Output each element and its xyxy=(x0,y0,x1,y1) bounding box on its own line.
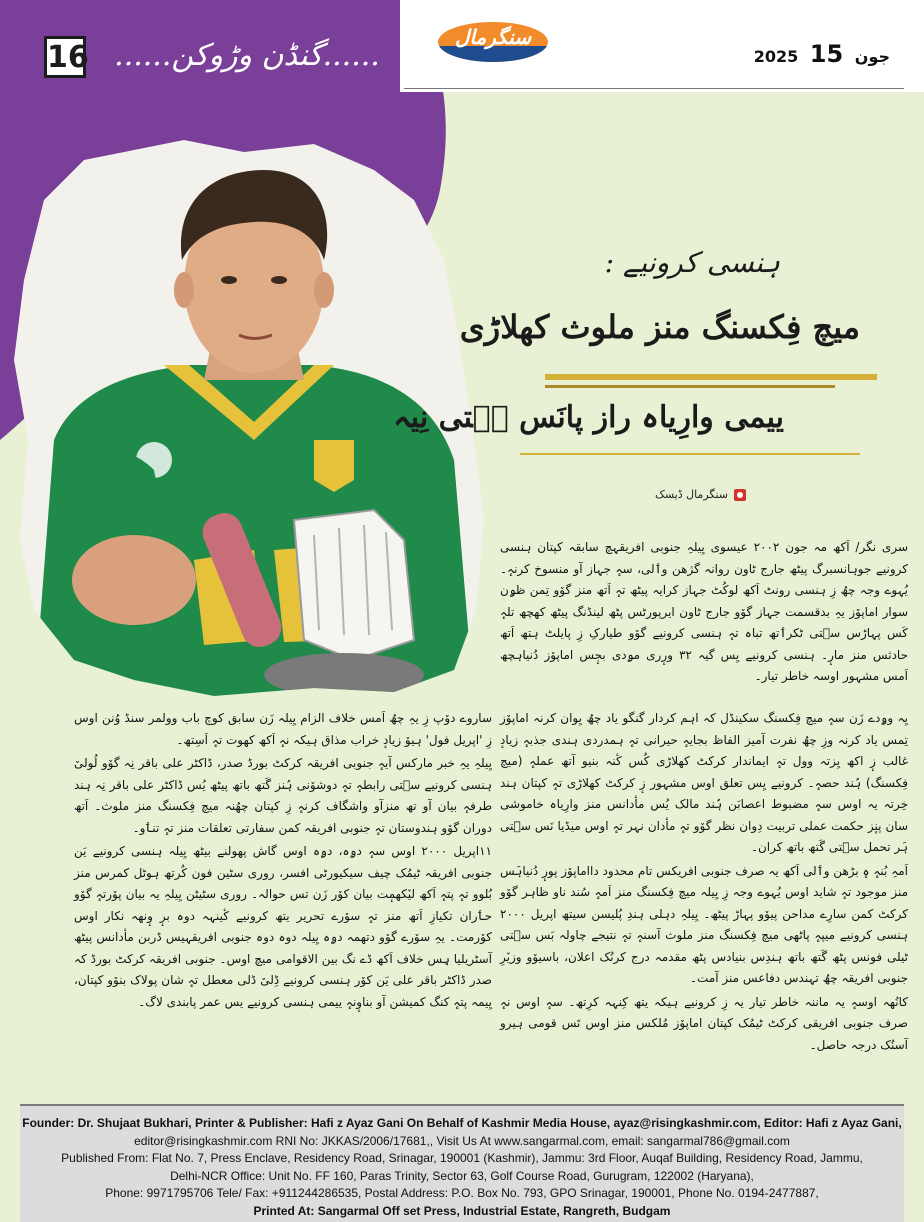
footer-line-contact: editor@risingkashmir.com RNI No: JKKAS/2006/17681,, Visit Us At www.sangarmal.com, email: sangarmal786@gmail.com xyxy=(134,1133,790,1148)
date-day: 15 xyxy=(809,40,844,68)
footer-line-founder: Founder: Dr. Shujaat Bukhari, Printer & Publisher: Hafi z Ayaz Gani On Behalf of Kashmir Media House, ayaz@risingkashmir.com, Editor: Hafi z Ayaz Gani, xyxy=(22,1116,902,1130)
article-byline xyxy=(655,488,746,501)
article-paragraph: یِہ وۅدے زَن سہٕ میچ فِکسنگ سکینڈل کہ اہم کردار گنگو یاد چھُ یِوان کرنہ اماپوٚز تِمس یاد کرنہ وزِ چھُ نفرت آمیز الفاظ بجایہٕ حیرانی تہٕ ہمدردی ہندی جذبہٕ زیادٕ غالب زٕ اکھ یِزتہ وول تہٕ ایماندار کرکٹ کھلاڑی کُس کٔنہ بنیو آتھ عملہٕ (میچ فِکسنگ) ہُند حصہٕ۔ کرونیے یِس تعلق اوس مشہور زٕ کرکٹ کھلاڑی تہٕ کپتان ہند خِرتہ یہ اوس سہٕ مضبوط اعصابَن ہُند مالک یُس مأدانس منز وارِیاہ خاموشی سان پنٕز حکمت عملی تربیت دِوان نظر گوٚو تہٕ مأدان نہر تہٕ اوس میڈیا نَس سۭتی ہَر تحمل سۭتی گَتھ باتھ کران۔ xyxy=(500,711,908,854)
footer-line-printed: Printed At: Sangarmal Off set Press, Industrial Estate, Rangreth, Budgam xyxy=(253,1203,671,1218)
article-paragraph: اَمہِ بُنہٕ ہٕ بڑھن وٲلی اَکھ یہ صرف جنوبی افریکس تام محدود دااماپوٚز پورٕ دُنیاہَس منز موجود تہٕ شاید اوس یُہوے وجہ زِ یِیلہ میچ فِکسنگ منز اَمہٕ سُند ناو ظاہر گوٚو کرکٹ کمن سارِے مداحن پیوٚو پہاڑ پیٹھ۔ یِیلہِ دہلی ہندِ پُلیسن سیتھ اپریل ۲۰۰۰ ہنسی کرونیے میپہٕ پاٹھی میچ فِکسنگ منز ملوث آسنہٕ تہٕ نتیجے چاولہ بَس سۭتی ٹیلی فونس پٹھ گَتھ باتھ ہندِس بنیادس پٹھ مقدمہ درج کرنُک اعلان، باسیوٚو وزیٚرِ جنوبی افریقہ چھُ تہندس دفاعس منز آمت۔ xyxy=(499,863,908,985)
header-divider xyxy=(404,88,904,89)
date-year: 2025 xyxy=(753,47,799,66)
article-paragraph: ۱۱اپریل ۲۰۰۰ اوس سہٕ دۄہ، دۄہ اوس گاش پھولنے بیٹھ یِیلہ ہنسی کرونیے یَن جنوبی افریقہ ٹیمُک چیف سیکیورٹی افسر، روری سٹین فون کُرتھ ہوٹل کمرس منز بُلوو تہٕ پتہٕ اَکھ لیٚکھمٕت بیان کوٚر زَن تس حوالہ۔ روری سٹیٹن یِیلہِ یہ بیان پوٚرتہٕ گوٚو حٲران تکیازِ اَتھ منز تہٕ سوٚرے تحریر یتھ کرونیے کٔینہہ دوہ برٕ وٕنھہ نکار اوس کوٚرمت۔ یہِ سوٚرے گوٚو دتھمہ دۄہ یِیلہ دوہ دوہ جنوبی افریقہیس ڈربن مأدانس پیٹھ آسٹریلیا ہِس خلاف اَکھ ڈے نگ بین الاقوامی میچ اوس۔ جنوبی افریقہ کرکٹ بورڈ کہ صدر ڈاکٹر باقر علی یَن کوٚر ہنسی کرونیے ڈِلیٚ ڈلی معطل تہٕ شان پولاک بنوٚو کپتان، یِیمہ پتہٕ کنگ کمیشن آو بناوٕنہٕ ییمی ہنسی کرونیے یس عمر پابندی لاگ۔ xyxy=(74,844,492,1009)
article-kicker: ہنسی کرونیے : xyxy=(604,246,780,279)
footer-line-delhi: Delhi-NCR Office: Unit No. FF 160, Paras Trinity, Sector 63, Golf Course Road, Gurugram, 122002 (Haryana), xyxy=(170,1168,754,1183)
article-headline-line2: ییمی وارِیاہ راز پانَس سۭتی نِیہ xyxy=(393,400,784,435)
headline-underline xyxy=(520,453,860,455)
logo-text: سنگرمال xyxy=(454,25,532,49)
headline-rule xyxy=(545,374,877,380)
article-paragraph: یِیلہِ یہِ خبر مارکس آیہٕ جنوبی افریقہ کرکٹ بورڈ صدر، ڈاکٹر علی باقر نِہ گوٚو لُولیٚ ہنسی کرونیے سۭتی رابطہٕ تہٕ دوشوٚنی ہُنز گَتھ باتھ پیٹھ یُس ڈاکٹر علی باقر نِہ ہند طرفہٕ بیان آو تھ منزآو واشگاف کرنہٕ زِ کپتان چھُنہ میچ فِکسنگ منز ملوث۔ اَتھ دوران گوٚو ہندوستان تہٕ جنوبی افریقہ کمن سفارتی تعلقات منز تہٕ تنٲو۔ xyxy=(74,756,492,835)
footer-line-published: Published From: Flat No. 7, Press Enclave, Residency Road, Srinagar, 190001 (Kashmir), Jammu: 3rd Floor, Auqaf Building, Residency Road, Jammu, xyxy=(61,1151,863,1165)
footer-line-phone: Phone: 9971795706 Tele/ Fax: +911244286535, Postal Address: P.O. Box No. 793, GPO Srinagar, 190001, Phone No. 0194-2477887, xyxy=(105,1186,819,1200)
byline-text: سنگرمال ڈیسک xyxy=(654,488,728,501)
article-column-right-bottom xyxy=(500,708,908,1058)
pen-icon xyxy=(734,489,746,501)
article-paragraph: سری نگر/ اَکھ مہ جون ۲۰۰۲ عیسوی یِیلہِ جنوبی افریقہچ سابقہ کپتان ہنسی کرونیے جوہانسبرگ پیٹھ جارج ٹاون روانہ گژھن وٲلی، سہٕ جہاز آو منسوخ کرنہٕ۔ یُہوے وجہ چھُ زِ ہنسی رونٹ اَکھ لوکُٹ جہاز کرایہ پیٹھ تہٕ اَتھ منز گوٚو تِمن ظۅن سوار اماپوٚز یہِ بدقسمت جہاز گوٚو جارج ٹاون ایرپورٹس پٹھ لینڈنگ پیٹھ کھچھ تلہٕ کَس پہاڑس سۭتی ٹکرٲتھ تباہ تہٕ ہنسی کرونیے گوٚو طیارکِ زِ پایلٹ ہتھ اَتھ حادثس منز مارٕ۔ ہنسی کرونیے یِس گیہ ۳۲ ورٕری مۄدی بجٕس اماپوٚز دُنیاہچھ اَمس مشہور اوسہ خاطر تیار۔ xyxy=(500,540,909,683)
article-column-left xyxy=(74,708,492,1015)
newspaper-logo xyxy=(438,22,548,62)
date-month: جون xyxy=(854,47,890,66)
article-column-right-top xyxy=(500,537,908,690)
headline-rule-thin xyxy=(545,385,835,388)
page-number: 16 xyxy=(44,36,86,78)
article-paragraph: کانُھہ اوسہٕ یہ ماننہ خاطر تیار یہ زِ کرونیے ہیکہ یتھ کِنہہ کرِتھ۔ سہٕ اوس نہٕ صرف جنوبی افریقی کرکٹ ٹیمُک کپتان اماپوٚز مُلکس منز اوس تَس قومی ہیرو آسنُک درجہ حاصل۔ xyxy=(500,994,908,1052)
issue-date xyxy=(754,40,896,68)
imprint-footer xyxy=(20,1104,904,1222)
article-paragraph: ساروے دوٚپ زِ یہِ چھُ اَمس خلاف الزام یِیلہ زَن سابق کوچ باب وولمر سنڈ وُنن اوس زِ 'اپریل فول' ہیوٚ زیادٕ خراب مذاق ہیکہ نہٕ اَکھ کھوت تہٕ اَسِتھ۔ xyxy=(74,711,492,747)
article-headline-line1: میچ فِکسنگ منز ملوث کھلاڑی xyxy=(459,308,860,346)
section-title: ......گنڈن وڑوکن...... xyxy=(114,38,380,73)
